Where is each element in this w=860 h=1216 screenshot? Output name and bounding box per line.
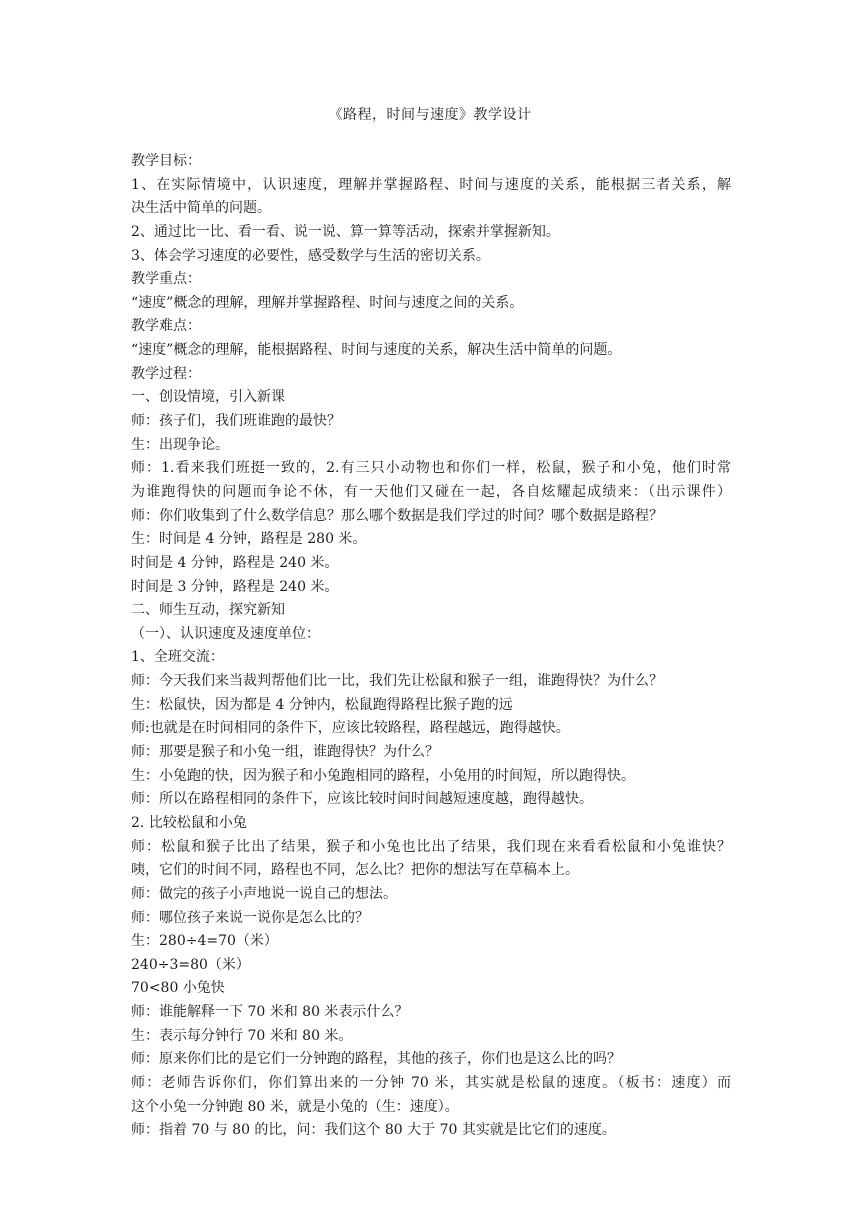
text-line: 生：280÷4=70（米）	[131, 933, 278, 950]
text-line: 师：1.看来我们班挺一致的，2.有三只小动物也和你们一样，松鼠，猴子和小兔，他们时常	[131, 460, 731, 477]
text-line: （一）、认识速度及速度单位：	[131, 625, 320, 642]
text-line: 师：老师告诉你们，你们算出来的一分钟 70 米，其实就是松鼠的速度。（板书：速度）而	[131, 1074, 731, 1091]
text-line: 2、通过比一比、看一看、说一说、算一算等活动，探索并掌握新知。	[131, 223, 560, 240]
text-line: 教学目标：	[131, 153, 201, 169]
text-line: 决生活中简单的问题。	[131, 200, 271, 217]
text-line: “速度”概念的理解，理解并掌握路程、时间与速度之间的关系。	[131, 294, 524, 311]
text-line: 师：孩子们，我们班谁跑的最快？	[131, 413, 341, 430]
text-line: 二、师生互动，探究新知	[131, 602, 285, 619]
text-line: 240÷3=80（米）	[131, 956, 250, 973]
text-line: 2. 比较松鼠和小兔	[131, 814, 247, 831]
text-line: 为谁跑得快的问题而争论不休，有一天他们又碰在一起，各自炫耀起成绩来：（出示课件）	[131, 483, 731, 500]
text-line: 师：松鼠和猴子比出了结果，猴子和小兔也比出了结果，我们现在来看看松鼠和小兔谁快？	[131, 838, 731, 855]
text-line: 1、在实际情境中，认识速度，理解并掌握路程、时间与速度的关系，能根据三者关系，解	[131, 176, 731, 193]
text-line: 这个小兔一分钟跑 80 米，就是小兔的（生：速度）。	[131, 1098, 459, 1115]
text-line: 师：今天我们来当裁判帮他们比一比，我们先让松鼠和猴子一组，谁跑得快？为什么？	[131, 673, 663, 690]
text-line: 一、创设情境，引入新课	[131, 389, 285, 406]
text-line: 咦，它们的时间不同，路程也不同，怎么比？把你的想法写在草稿本上。	[131, 862, 579, 879]
text-line: 教学难点：	[131, 318, 201, 335]
text-line: 师：哪位孩子来说一说你是怎么比的？	[131, 909, 369, 926]
text-line: 1、全班交流：	[131, 649, 224, 666]
text-line: 师：那要是猴子和小兔一组，谁跑得快？为什么？	[131, 744, 439, 761]
text-line: 师：你们收集到了什么数学信息？那么哪个数据是我们学过的时间？哪个数据是路程？	[131, 507, 663, 524]
text-line: 师：谁能解释一下 70 米和 80 米表示什么？	[131, 1004, 409, 1021]
text-line: 时间是 4 分钟，路程是 240 米。	[131, 554, 339, 571]
text-line: 生：出现争论。	[131, 436, 229, 453]
text-line: 师:也就是在时间相同的条件下，应该比较路程，路程越远，跑得越快。	[131, 720, 570, 737]
text-line: 教学重点：	[131, 271, 201, 288]
text-line: 师：做完的孩子小声地说一说自己的想法。	[131, 885, 397, 902]
text-line: 教学过程：	[131, 365, 201, 382]
text-line: 生：小兔跑的快，因为猴子和小兔跑相同的路程，小兔用的时间短，所以跑得快。	[131, 767, 635, 784]
text-line: 师：原来你们比的是它们一分钟跑的路程，其他的孩子，你们也是这么比的吗？	[131, 1051, 621, 1068]
text-line: 3、体会学习速度的必要性，感受数学与生活的密切关系。	[131, 247, 490, 264]
text-line: “速度”概念的理解，能根据路程、时间与速度的关系，解决生活中简单的问题。	[131, 342, 622, 359]
text-line: 生：时间是 4 分钟，路程是 280 米。	[131, 531, 367, 548]
text-line: 师：所以在路程相同的条件下，应该比较时间时间越短速度越，跑得越快。	[131, 791, 593, 808]
document-body	[131, 150, 731, 1143]
text-line: 生：表示每分钟行 70 米和 80 米。	[131, 1027, 353, 1044]
text-line: 师：指着 70 与 80 的比，问：我们这个 80 大于 70 其实就是比它们的速度。	[131, 1122, 616, 1139]
text-line: 生：松鼠快，因为都是 4 分钟内，松鼠跑得路程比猴子跑的远	[131, 696, 513, 713]
text-line: 70<80 小兔快	[131, 980, 225, 997]
text-line: 时间是 3 分钟，路程是 240 米。	[131, 578, 339, 595]
document-title: 《路程，时间与速度》教学设计	[328, 107, 532, 123]
